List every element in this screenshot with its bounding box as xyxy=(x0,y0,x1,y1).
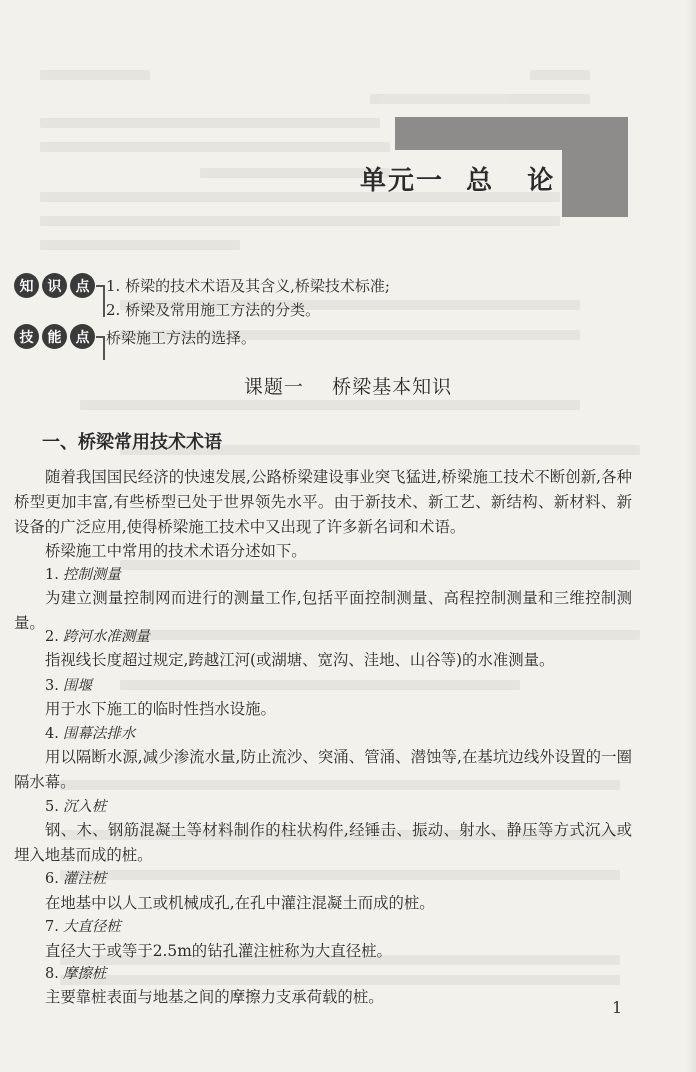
term-definition: 用以隔断水源,减少渗流水量,防止流沙、突涌、管涌、潜蚀等,在基坑边线外设置的一圈隔水幕。 xyxy=(14,748,632,791)
bracket-connector xyxy=(103,336,105,360)
intro-paragraph: 桥梁施工中常用的技术术语分述如下。 xyxy=(45,542,307,560)
badge-char: 能 xyxy=(42,324,67,349)
chapter-header-block-column xyxy=(562,150,628,217)
chapter-title: 单元一 总 论 xyxy=(360,166,556,196)
page-edge-shadow xyxy=(686,0,696,1072)
term-heading: 8. 摩擦桩 xyxy=(45,966,107,982)
badge-char: 点 xyxy=(70,324,95,349)
term-heading: 5. 沉入桩 xyxy=(45,799,107,815)
skill-point-item: 桥梁施工方法的选择。 xyxy=(106,329,257,347)
badge-char: 识 xyxy=(42,273,67,298)
term-definition: 用于水下施工的临时性挡水设施。 xyxy=(45,700,276,718)
term-definition: 钢、木、钢筋混凝土等材料制作的柱状构件,经锤击、振动、射水、静压等方式沉入或埋入地基而成的桩。 xyxy=(14,821,632,864)
page-number: 1 xyxy=(612,998,623,1017)
chapter-header-block xyxy=(395,117,628,150)
term-heading: 3. 围堰 xyxy=(45,678,92,694)
intro-paragraph: 随着我国国民经济的快速发展,公路桥梁建设事业突飞猛进,桥梁施工技术不断创新,各种桥型更加丰富,有些桥型已处于世界领先水平。由于新技术、新工艺、新结构、新材料、新设备的广泛应用,使得桥梁施工技术中又出现了许多新名词和术语。 xyxy=(14,468,632,536)
badge-char: 点 xyxy=(70,273,95,298)
term-definition: 在地基中以人工或机械成孔,在孔中灌注混凝土而成的桩。 xyxy=(45,894,435,912)
bracket-connector xyxy=(103,285,105,317)
term-heading: 7. 大直径桩 xyxy=(45,919,121,935)
term-definition: 直径大于或等于2.5m的钻孔灌注桩称为大直径桩。 xyxy=(45,942,392,960)
knowledge-point-item: 2. 桥梁及常用施工方法的分类。 xyxy=(106,301,321,319)
term-definition: 为建立测量控制网而进行的测量工作,包括平面控制测量、高程控制测量和三维控制测量。 xyxy=(14,589,632,632)
term-heading: 4. 围幕法排水 xyxy=(45,726,136,742)
knowledge-point-item: 1. 桥梁的技术术语及其含义,桥梁技术标准; xyxy=(106,277,390,295)
term-heading: 1. 控制测量 xyxy=(45,567,121,583)
skill-points-badge xyxy=(14,324,95,349)
term-definition: 主要靠桩表面与地基之间的摩擦力支承荷载的桩。 xyxy=(45,988,384,1006)
term-heading: 6. 灌注桩 xyxy=(45,871,107,887)
badge-char: 知 xyxy=(14,273,39,298)
lesson-title: 课题一 桥梁基本知识 xyxy=(243,376,453,398)
term-definition: 指视线长度超过规定,跨越江河(或湖塘、宽沟、洼地、山谷等)的水准测量。 xyxy=(45,651,555,669)
section-title: 一、桥梁常用技术术语 xyxy=(42,432,222,453)
knowledge-points-badge xyxy=(14,273,95,298)
term-heading: 2. 跨河水准测量 xyxy=(45,629,150,645)
badge-char: 技 xyxy=(14,324,39,349)
